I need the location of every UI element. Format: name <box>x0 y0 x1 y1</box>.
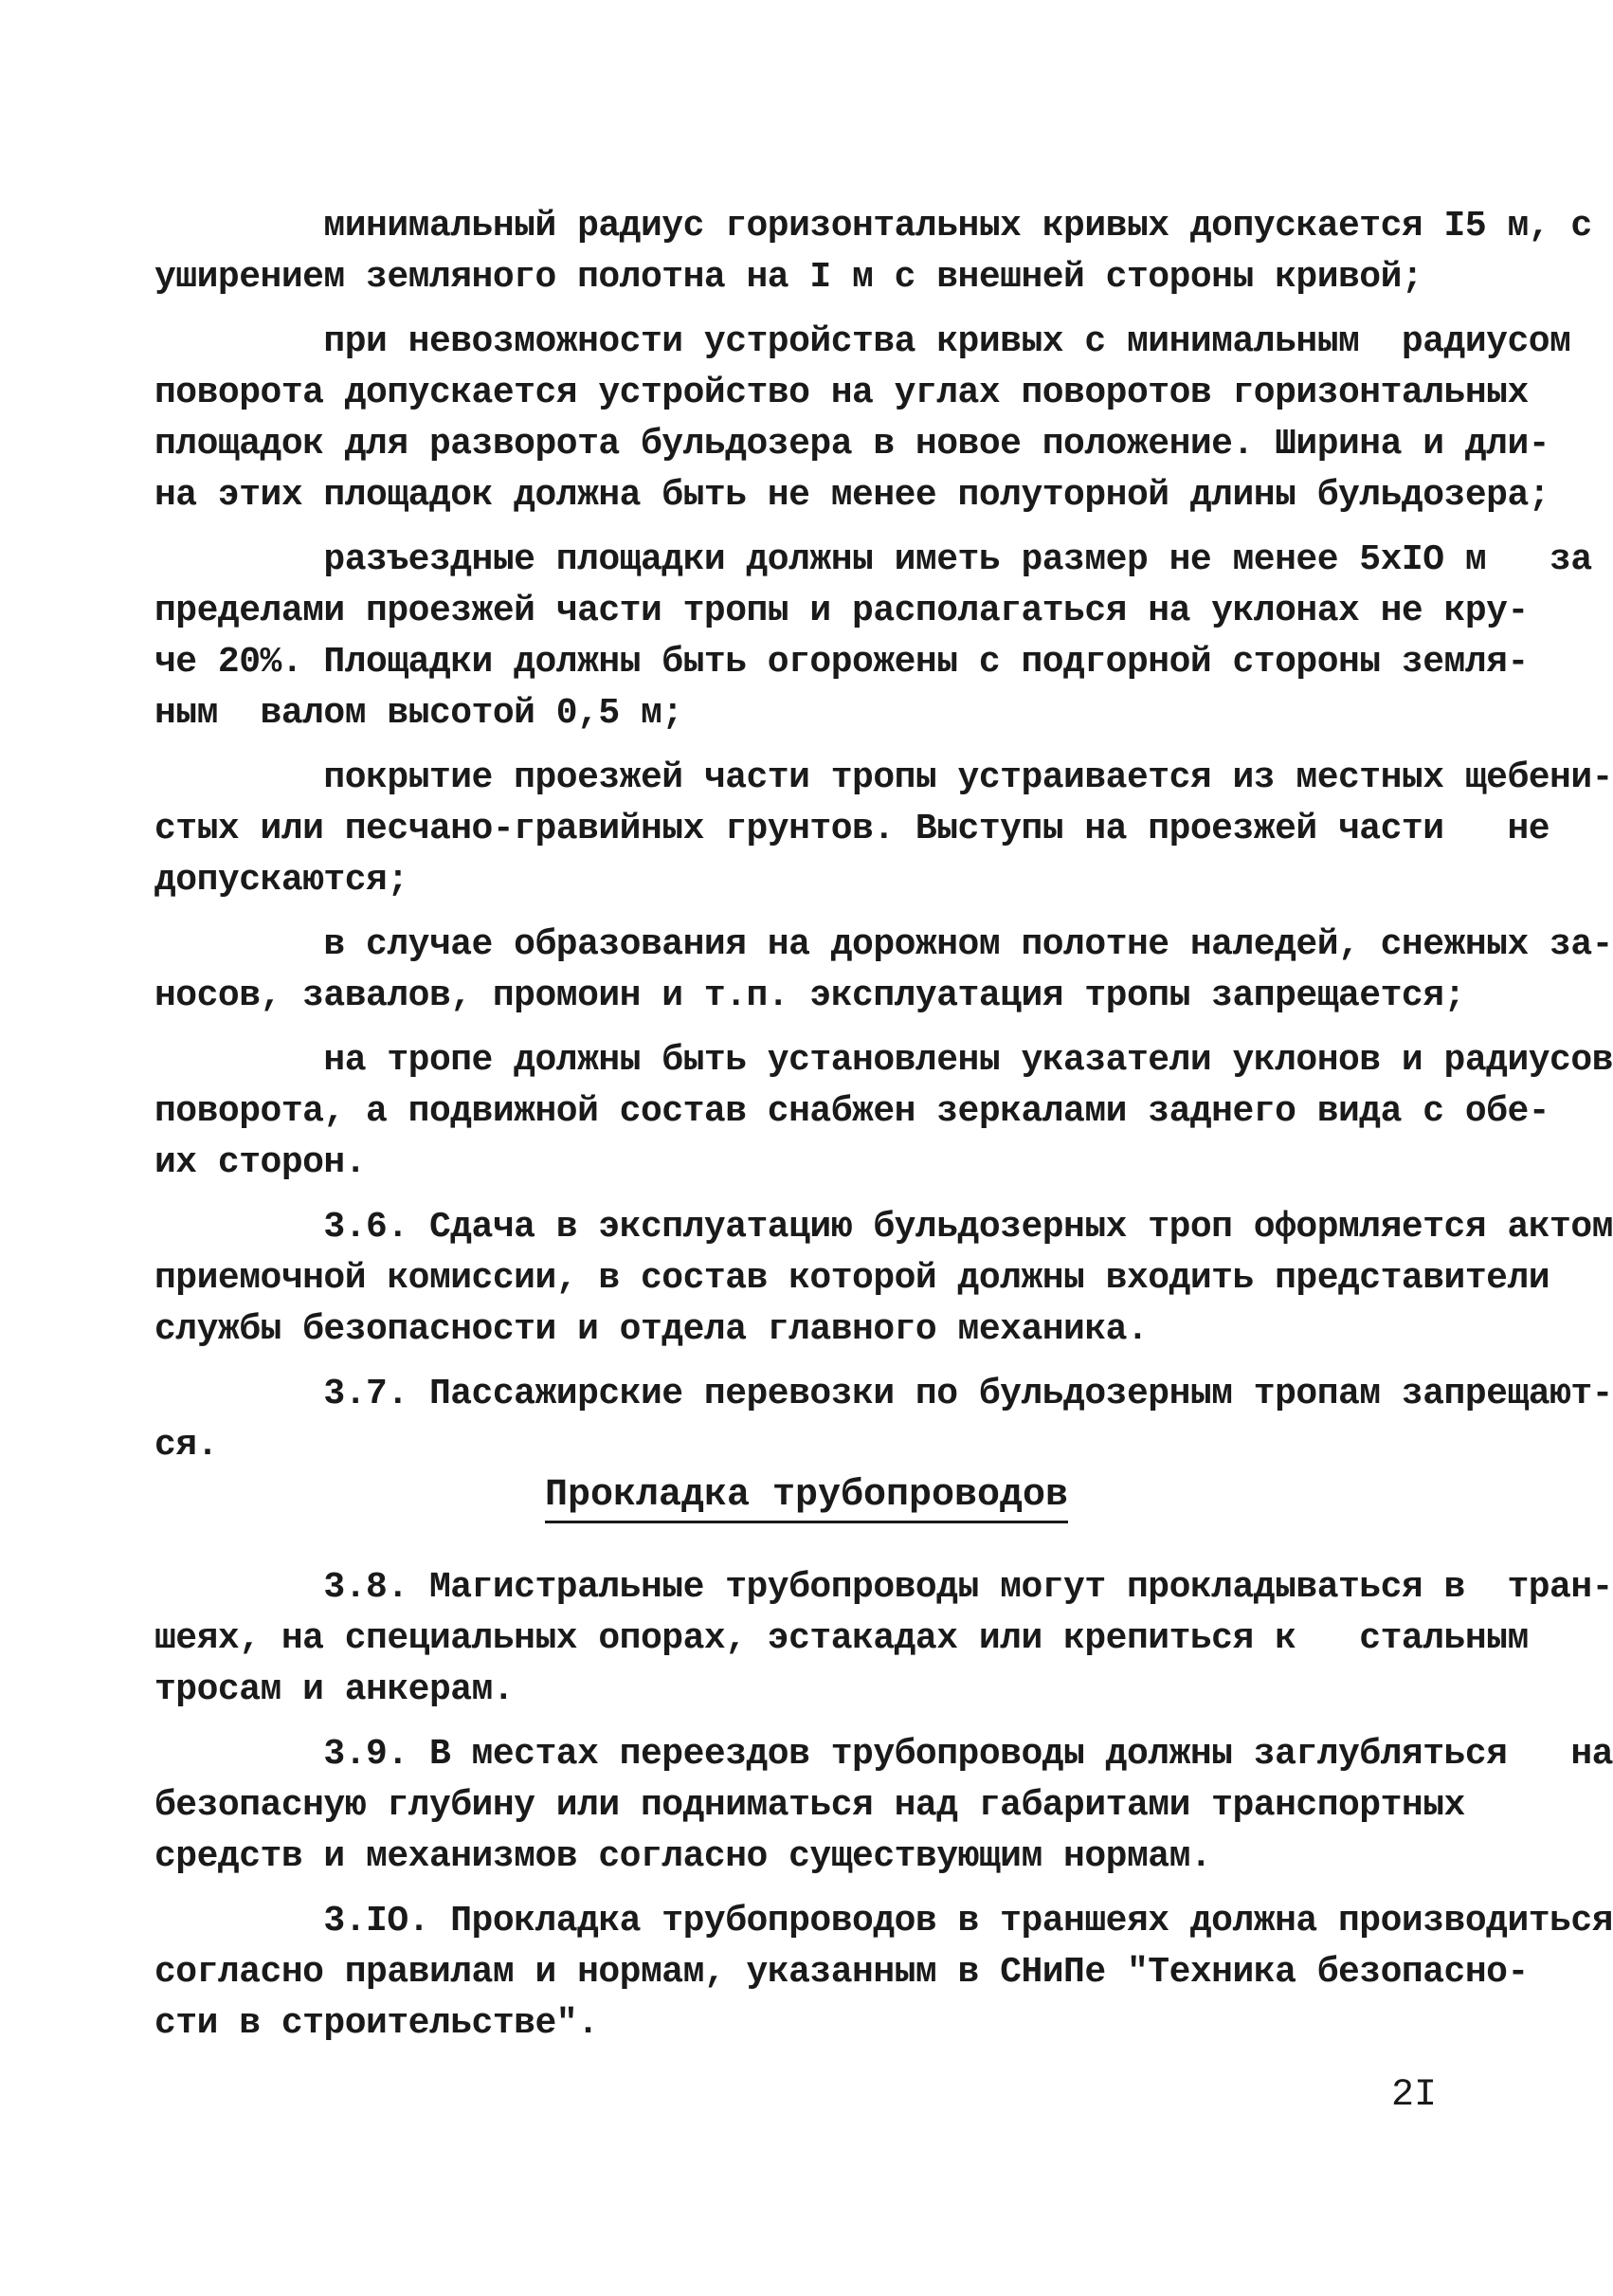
text-line: безопасную глубину или подниматься над габаритами транспортных <box>154 1785 1465 1826</box>
text-line: поворота допускается устройство на углах поворотов горизонтальных <box>154 373 1529 413</box>
text-line: в случае образования на дорожном полотне наледей, снежных за- <box>154 924 1613 965</box>
paragraph-6 <box>154 1035 1613 1189</box>
paragraph-1 <box>154 201 1592 303</box>
page-number: 2I <box>1391 2074 1438 2117</box>
paragraph-9 <box>154 1562 1613 1716</box>
text-line: допускаются; <box>154 860 408 901</box>
text-line: согласно правилам и нормам, указанным в СНиПе "Техника безопасно- <box>154 1952 1529 1993</box>
text-block-before-heading <box>154 201 1613 1471</box>
section-heading <box>0 1474 1613 1517</box>
paragraph-3 <box>154 535 1592 739</box>
section-heading-text: Прокладка трубопроводов <box>545 1474 1068 1523</box>
text-line: стых или песчано-гравийных грунтов. Выступы на проезжей части не <box>154 809 1550 849</box>
text-line: уширением земляного полотна на I м с внешней стороны кривой; <box>154 257 1423 298</box>
text-line: покрытие проезжей части тропы устраивается из местных щебени- <box>154 757 1613 798</box>
paragraph-7 <box>154 1202 1613 1356</box>
text-line: на тропе должны быть установлены указатели уклонов и радиусов <box>154 1040 1613 1081</box>
text-line: приемочной комиссии, в состав которой должны входить представители <box>154 1258 1550 1299</box>
text-line: минимальный радиус горизонтальных кривых допускается I5 м, с <box>154 206 1592 246</box>
text-line: разъездные площадки должны иметь размер не менее 5хIO м за <box>154 539 1592 580</box>
text-line: их сторон. <box>154 1142 367 1183</box>
text-line: на этих площадок должна быть не менее полуторной длины бульдозера; <box>154 475 1550 516</box>
text-line: сти в строительстве". <box>154 2003 599 2044</box>
text-line: 3.7. Пассажирские перевозки по бульдозерным тропам запрещают- <box>154 1374 1613 1414</box>
text-line: носов, завалов, промоин и т.п. эксплуатация тропы запрещается; <box>154 975 1465 1016</box>
text-block-after-heading <box>154 1562 1613 2050</box>
text-line: че 20%. Площадки должны быть огорожены с подгорной стороны земля- <box>154 642 1529 683</box>
paragraph-2 <box>154 317 1571 521</box>
text-line: поворота, а подвижной состав снабжен зеркалами заднего вида с обе- <box>154 1091 1550 1132</box>
text-line: 3.IO. Прокладка трубопроводов в траншеях должна производиться <box>154 1901 1613 1941</box>
text-line: шеях, на специальных опорах, эстакадах или крепиться к стальным <box>154 1618 1529 1659</box>
paragraph-4 <box>154 753 1613 906</box>
text-line: 3.9. В местах переездов трубопроводы должны заглубляться на <box>154 1734 1613 1775</box>
text-line: 3.6. Сдача в эксплуатацию бульдозерных троп оформляется актом <box>154 1207 1613 1248</box>
text-line: пределами проезжей части тропы и располагаться на уклонах не кру- <box>154 591 1529 631</box>
paragraph-5 <box>154 920 1613 1022</box>
paragraph-10 <box>154 1729 1613 1883</box>
paragraph-8 <box>154 1369 1613 1471</box>
text-line: средств и механизмов согласно существующим нормам. <box>154 1836 1212 1877</box>
text-line: при невозможности устройства кривых с минимальным радиусом <box>154 321 1571 362</box>
text-line: площадок для разворота бульдозера в новое положение. Ширина и дли- <box>154 424 1550 465</box>
text-line: службы безопасности и отдела главного механика. <box>154 1309 1149 1350</box>
text-line: 3.8. Магистральные трубопроводы могут прокладываться в тран- <box>154 1567 1613 1608</box>
text-line: тросам и анкерам. <box>154 1669 515 1710</box>
text-line: ным валом высотой 0,5 м; <box>154 693 683 734</box>
paragraph-11 <box>154 1896 1613 2050</box>
text-line: ся. <box>154 1425 218 1466</box>
